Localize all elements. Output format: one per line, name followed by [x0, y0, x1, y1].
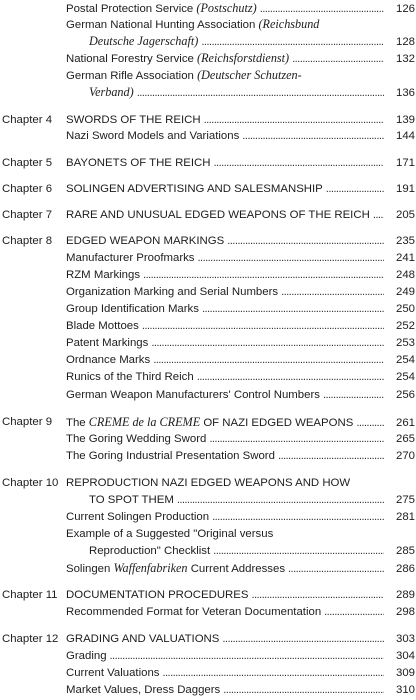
italic-title-segment: Waffenfabriken	[113, 561, 188, 575]
dot-leader	[242, 128, 384, 144]
toc-entry	[0, 16, 416, 32]
page-number: 248	[395, 269, 415, 281]
dot-leader	[110, 648, 384, 664]
title-segment: SOLINGEN ADVERTISING AND SALESMANSHIP	[66, 183, 323, 195]
entry-title	[66, 181, 323, 197]
page-number: 309	[395, 667, 415, 679]
entry-title	[66, 665, 160, 681]
title-segment: Postal Protection Service	[66, 3, 197, 15]
page-number: 252	[395, 320, 415, 332]
entry-title	[66, 352, 150, 368]
title-segment: Group Identification Marks	[66, 303, 199, 315]
toc-entry	[0, 207, 416, 223]
toc-entry	[0, 318, 416, 334]
toc-entry	[0, 604, 416, 620]
page-number: 270	[395, 450, 415, 462]
entry-title	[66, 128, 239, 144]
page-number: 265	[395, 433, 415, 445]
entry-title	[66, 682, 220, 698]
toc-entry	[0, 128, 416, 144]
chapter-label: Chapter 7	[2, 209, 53, 221]
title-segment: Ordnance Marks	[66, 354, 151, 366]
entry-title	[66, 448, 275, 464]
page-number: 126	[395, 3, 415, 15]
entry-title	[66, 560, 285, 576]
dot-leader	[197, 369, 384, 385]
entry-title	[66, 207, 370, 223]
dot-leader	[227, 233, 384, 249]
page-number: 136	[395, 87, 415, 99]
page-number: 298	[395, 606, 415, 618]
dot-leader	[326, 181, 384, 197]
title-segment: TO SPOT THEM	[89, 494, 174, 506]
title-segment: SWORDS OF THE REICH	[66, 114, 201, 126]
title-segment: The Goring Industrial Presentation Sword	[66, 450, 275, 462]
chapter-label: Chapter 9	[2, 416, 53, 428]
toc-entry	[0, 352, 416, 368]
italic-title-segment: (Reichsbund	[258, 17, 320, 31]
chapter-label: Chapter 12	[2, 633, 59, 645]
dot-leader	[204, 112, 384, 128]
page-number: 241	[395, 252, 415, 264]
title-segment: The	[66, 417, 89, 429]
page-number: 281	[395, 511, 415, 523]
toc-entry	[0, 84, 416, 100]
page-number: 191	[395, 183, 415, 195]
title-segment: Runics of the Third Reich	[66, 371, 194, 383]
page-number: 171	[395, 157, 415, 169]
entry-title	[89, 84, 134, 100]
dot-leader	[151, 335, 384, 351]
italic-title-segment: (Postschutz)	[196, 1, 257, 15]
dot-leader	[260, 1, 384, 16]
toc-entry	[0, 369, 416, 385]
entry-title	[66, 267, 140, 283]
dot-leader	[323, 387, 384, 403]
toc-entry	[0, 233, 416, 249]
entry-title	[66, 70, 302, 82]
entry-title	[66, 284, 278, 300]
dot-leader	[292, 51, 384, 66]
entry-title	[66, 477, 350, 489]
title-segment: Current Valuations	[66, 667, 160, 679]
italic-title-segment: (Reichsforstdienst)	[197, 51, 290, 65]
toc-entry	[0, 181, 416, 197]
toc-entry	[0, 509, 416, 525]
toc-entry	[0, 112, 416, 128]
dot-leader	[278, 448, 384, 464]
page-number: 253	[395, 337, 415, 349]
dot-leader	[222, 631, 384, 647]
entry-title	[66, 301, 199, 317]
toc-entry	[0, 67, 416, 83]
title-segment: Grading	[66, 650, 107, 662]
title-segment: Current Addresses	[187, 563, 286, 575]
title-segment: OF NAZI EDGED WEAPONS	[200, 417, 354, 429]
page-number: 261	[395, 417, 415, 429]
dot-leader	[198, 250, 384, 266]
chapter-label: Chapter 11	[2, 589, 58, 601]
toc-entry	[0, 0, 416, 16]
title-segment: Example of a Suggested "Original versus	[66, 528, 274, 540]
toc-entry	[0, 431, 416, 447]
dot-leader	[163, 665, 385, 681]
title-segment: Current Solingen Production	[66, 511, 210, 523]
page-number: 303	[395, 633, 415, 645]
title-segment: RARE AND UNUSUAL EDGED WEAPONS OF THE REICH	[66, 209, 370, 221]
dot-leader	[177, 492, 384, 508]
chapter-label: Chapter 5	[2, 157, 53, 169]
toc-entry	[0, 631, 416, 647]
title-segment: RZM Markings	[66, 269, 141, 281]
title-segment: German Weapon Manufacturers' Control Numbers	[66, 389, 320, 401]
chapter-label: Chapter 4	[2, 114, 53, 126]
dot-leader	[153, 352, 384, 368]
toc-entry	[0, 665, 416, 681]
title-segment: German National Hunting Association	[66, 19, 259, 31]
dot-leader	[201, 34, 384, 49]
page-number: 256	[395, 389, 415, 401]
entry-title	[66, 155, 211, 171]
page-number: 289	[395, 589, 415, 601]
title-segment: Manufacturer Proofmarks	[66, 252, 195, 264]
entry-title	[66, 604, 321, 620]
dot-leader	[288, 561, 384, 576]
page-number: 254	[395, 371, 415, 383]
page-number: 144	[395, 130, 415, 142]
toc-entry	[0, 267, 416, 283]
entry-title	[66, 233, 224, 249]
title-segment: REPRODUCTION NAZI EDGED WEAPONS AND HOW	[66, 477, 351, 489]
title-segment: Patent Markings	[66, 337, 149, 349]
toc-entry	[0, 682, 416, 698]
entry-title	[66, 318, 139, 334]
dot-leader	[281, 284, 384, 300]
toc-entry	[0, 250, 416, 266]
dot-leader	[202, 301, 384, 317]
page-number: 275	[395, 494, 415, 506]
entry-title	[66, 431, 206, 447]
dot-leader	[143, 267, 384, 283]
toc-entry	[0, 492, 416, 508]
page-number: 304	[395, 650, 415, 662]
entry-title	[89, 33, 198, 49]
dot-leader	[137, 85, 384, 100]
toc-entry	[0, 448, 416, 464]
italic-title-segment: Deutsche Jagerschaft)	[89, 34, 199, 48]
page-number: 254	[395, 354, 415, 366]
entry-title	[66, 335, 148, 351]
entry-title	[66, 369, 194, 385]
title-segment: DOCUMENTATION PROCEDURES	[66, 589, 249, 601]
entry-title	[66, 631, 219, 647]
title-segment: Nazi Sword Models and Variations	[66, 130, 240, 142]
dot-leader	[324, 604, 384, 620]
title-segment: Solingen	[66, 563, 114, 575]
toc-entry	[0, 284, 416, 300]
page-number: 249	[395, 286, 415, 298]
toc-entry	[0, 414, 416, 430]
dot-leader	[356, 415, 384, 430]
entry-title	[66, 112, 201, 128]
dot-leader	[212, 509, 384, 525]
entry-title	[66, 19, 319, 31]
page-number: 128	[395, 36, 415, 48]
title-segment: German Rifle Association	[66, 70, 198, 82]
entry-title	[66, 50, 289, 66]
entry-title	[89, 543, 210, 559]
entry-title	[66, 414, 353, 430]
entry-title	[66, 250, 195, 266]
chapter-label: Chapter 8	[2, 235, 53, 247]
toc-entry	[0, 155, 416, 171]
toc-entry	[0, 335, 416, 351]
title-segment: GRADING AND VALUATIONS	[66, 633, 220, 645]
toc-entry	[0, 648, 416, 664]
toc-entry	[0, 543, 416, 559]
dot-leader	[251, 587, 384, 603]
dot-leader	[223, 682, 384, 698]
entry-title	[66, 509, 209, 525]
title-segment: Recommended Format for Veteran Documentation	[66, 606, 322, 618]
dot-leader	[209, 431, 384, 447]
toc-entry	[0, 526, 416, 542]
dot-leader	[373, 207, 384, 223]
title-segment: Blade Mottoes	[66, 320, 139, 332]
italic-title-segment: (Deutscher Schutzen-	[197, 68, 302, 82]
italic-title-segment: Verband)	[89, 85, 134, 99]
page-number: 139	[395, 114, 415, 126]
page-number: 286	[395, 563, 415, 575]
page-number: 205	[395, 209, 415, 221]
toc-entry	[0, 33, 416, 49]
page-number: 250	[395, 303, 415, 315]
dot-leader	[214, 155, 384, 171]
italic-title-segment: CREME de la CREME	[88, 415, 201, 429]
dot-leader	[213, 543, 384, 559]
dot-leader	[142, 318, 384, 334]
page-number: 235	[395, 235, 415, 247]
entry-title	[66, 0, 257, 16]
entry-title	[66, 387, 320, 403]
title-segment: Reproduction" Checklist	[89, 545, 211, 557]
entry-title	[89, 492, 174, 508]
title-segment: Market Values, Dress Daggers	[66, 684, 221, 696]
page-number: 285	[395, 545, 415, 557]
title-segment: Organization Marking and Serial Numbers	[66, 286, 279, 298]
entry-title	[66, 648, 107, 664]
toc-entry	[0, 560, 416, 576]
title-segment: The Goring Wedding Sword	[66, 433, 207, 445]
toc-entry	[0, 475, 416, 491]
page-number: 310	[395, 684, 415, 696]
title-segment: National Forestry Service	[66, 53, 198, 65]
chapter-label: Chapter 6	[2, 183, 53, 195]
entry-title	[66, 587, 248, 603]
toc-entry	[0, 587, 416, 603]
toc-entry	[0, 301, 416, 317]
title-segment: BAYONETS OF THE REICH	[66, 157, 211, 169]
entry-title	[66, 528, 273, 540]
title-segment: EDGED WEAPON MARKINGS	[66, 235, 225, 247]
toc-entry	[0, 387, 416, 403]
chapter-label: Chapter 10	[2, 477, 59, 489]
toc-entry	[0, 50, 416, 66]
page-number: 132	[395, 53, 415, 65]
